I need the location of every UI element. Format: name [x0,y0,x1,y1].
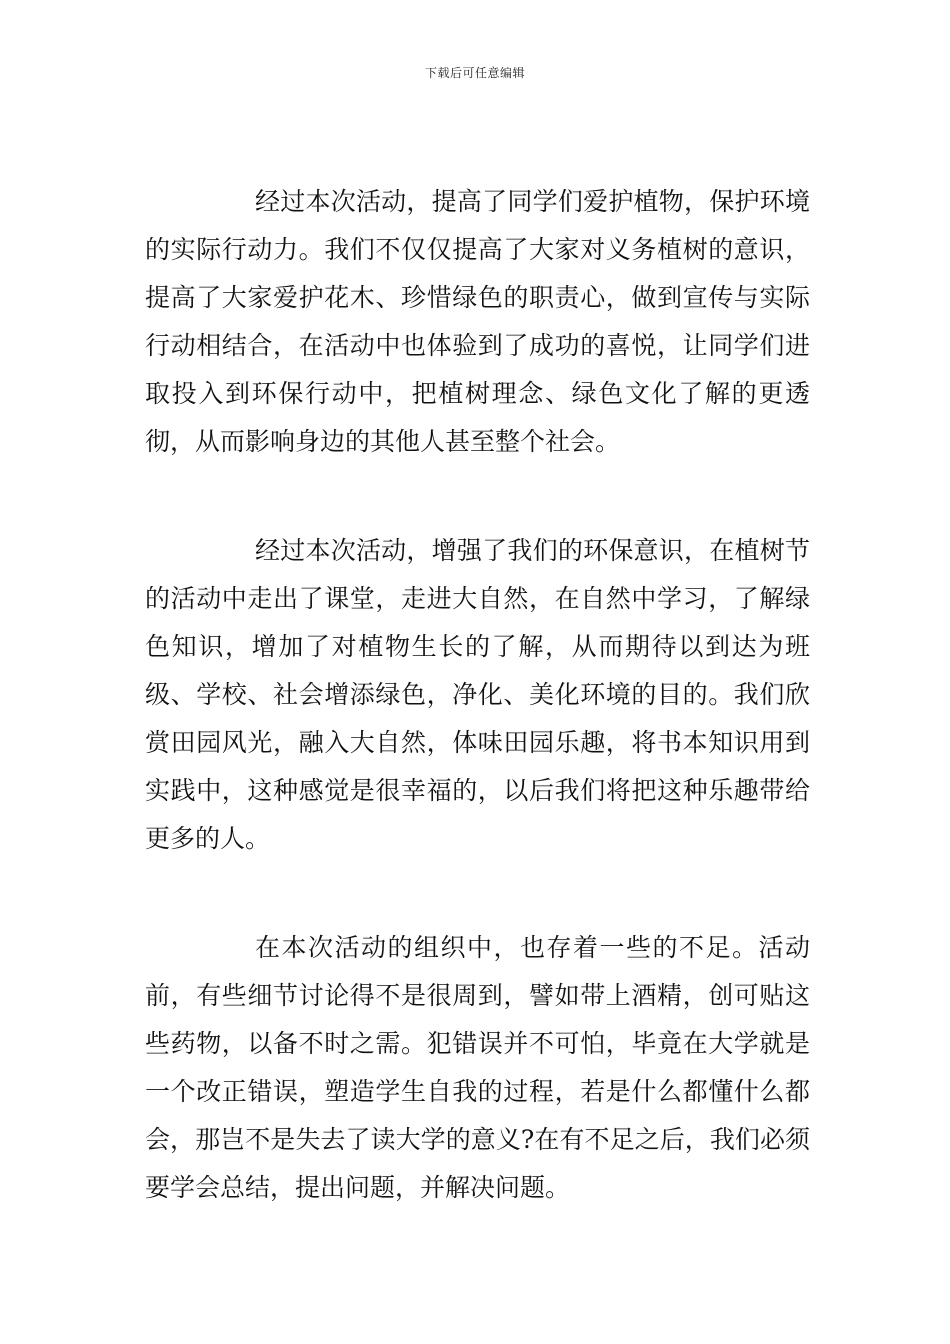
paragraph-2: 经过本次活动，增强了我们的环保意识，在植树节的活动中走出了课堂，走进大自然，在自然中学习，了解绿色知识，增加了对植物生长的了解，从而期待以到达为班级、学校、社会增添绿色，净化、美化环境的目的。我们欣赏田园风光，融入大自然，体味田园乐趣，将书本知识用到实践中，这种感觉是很幸福的，以后我们将把这种乐趣带给更多的人。 [145,536,810,853]
paragraph-3: 在本次活动的组织中，也存着一些的不足。活动前，有些细节讨论得不是很周到，譬如带上酒精，创可贴这些药物，以备不时之需。犯错误并不可怕，毕竟在大学就是一个改正错误，塑造学生自我的过程，若是什么都懂什么都会，那岂不是失去了读大学的意义?在有不足之后，我们必须要学会总结，提出问题，并解决问题。 [145,933,810,1202]
paragraph-1: 经过本次活动，提高了同学们爱护植物，保护环境的实际行动力。我们不仅仅提高了大家对义务植树的意识，提高了大家爱护花木、珍惜绿色的职责心，做到宣传与实际行动相结合，在活动中也体验到了成功的喜悦，让同学们进取投入到环保行动中，把植树理念、绿色文化了解的更透彻，从而影响身边的其他人甚至整个社会。 [145,187,810,456]
header-note: 下载后可任意编辑 [424,66,525,80]
document-body [145,178,810,1212]
